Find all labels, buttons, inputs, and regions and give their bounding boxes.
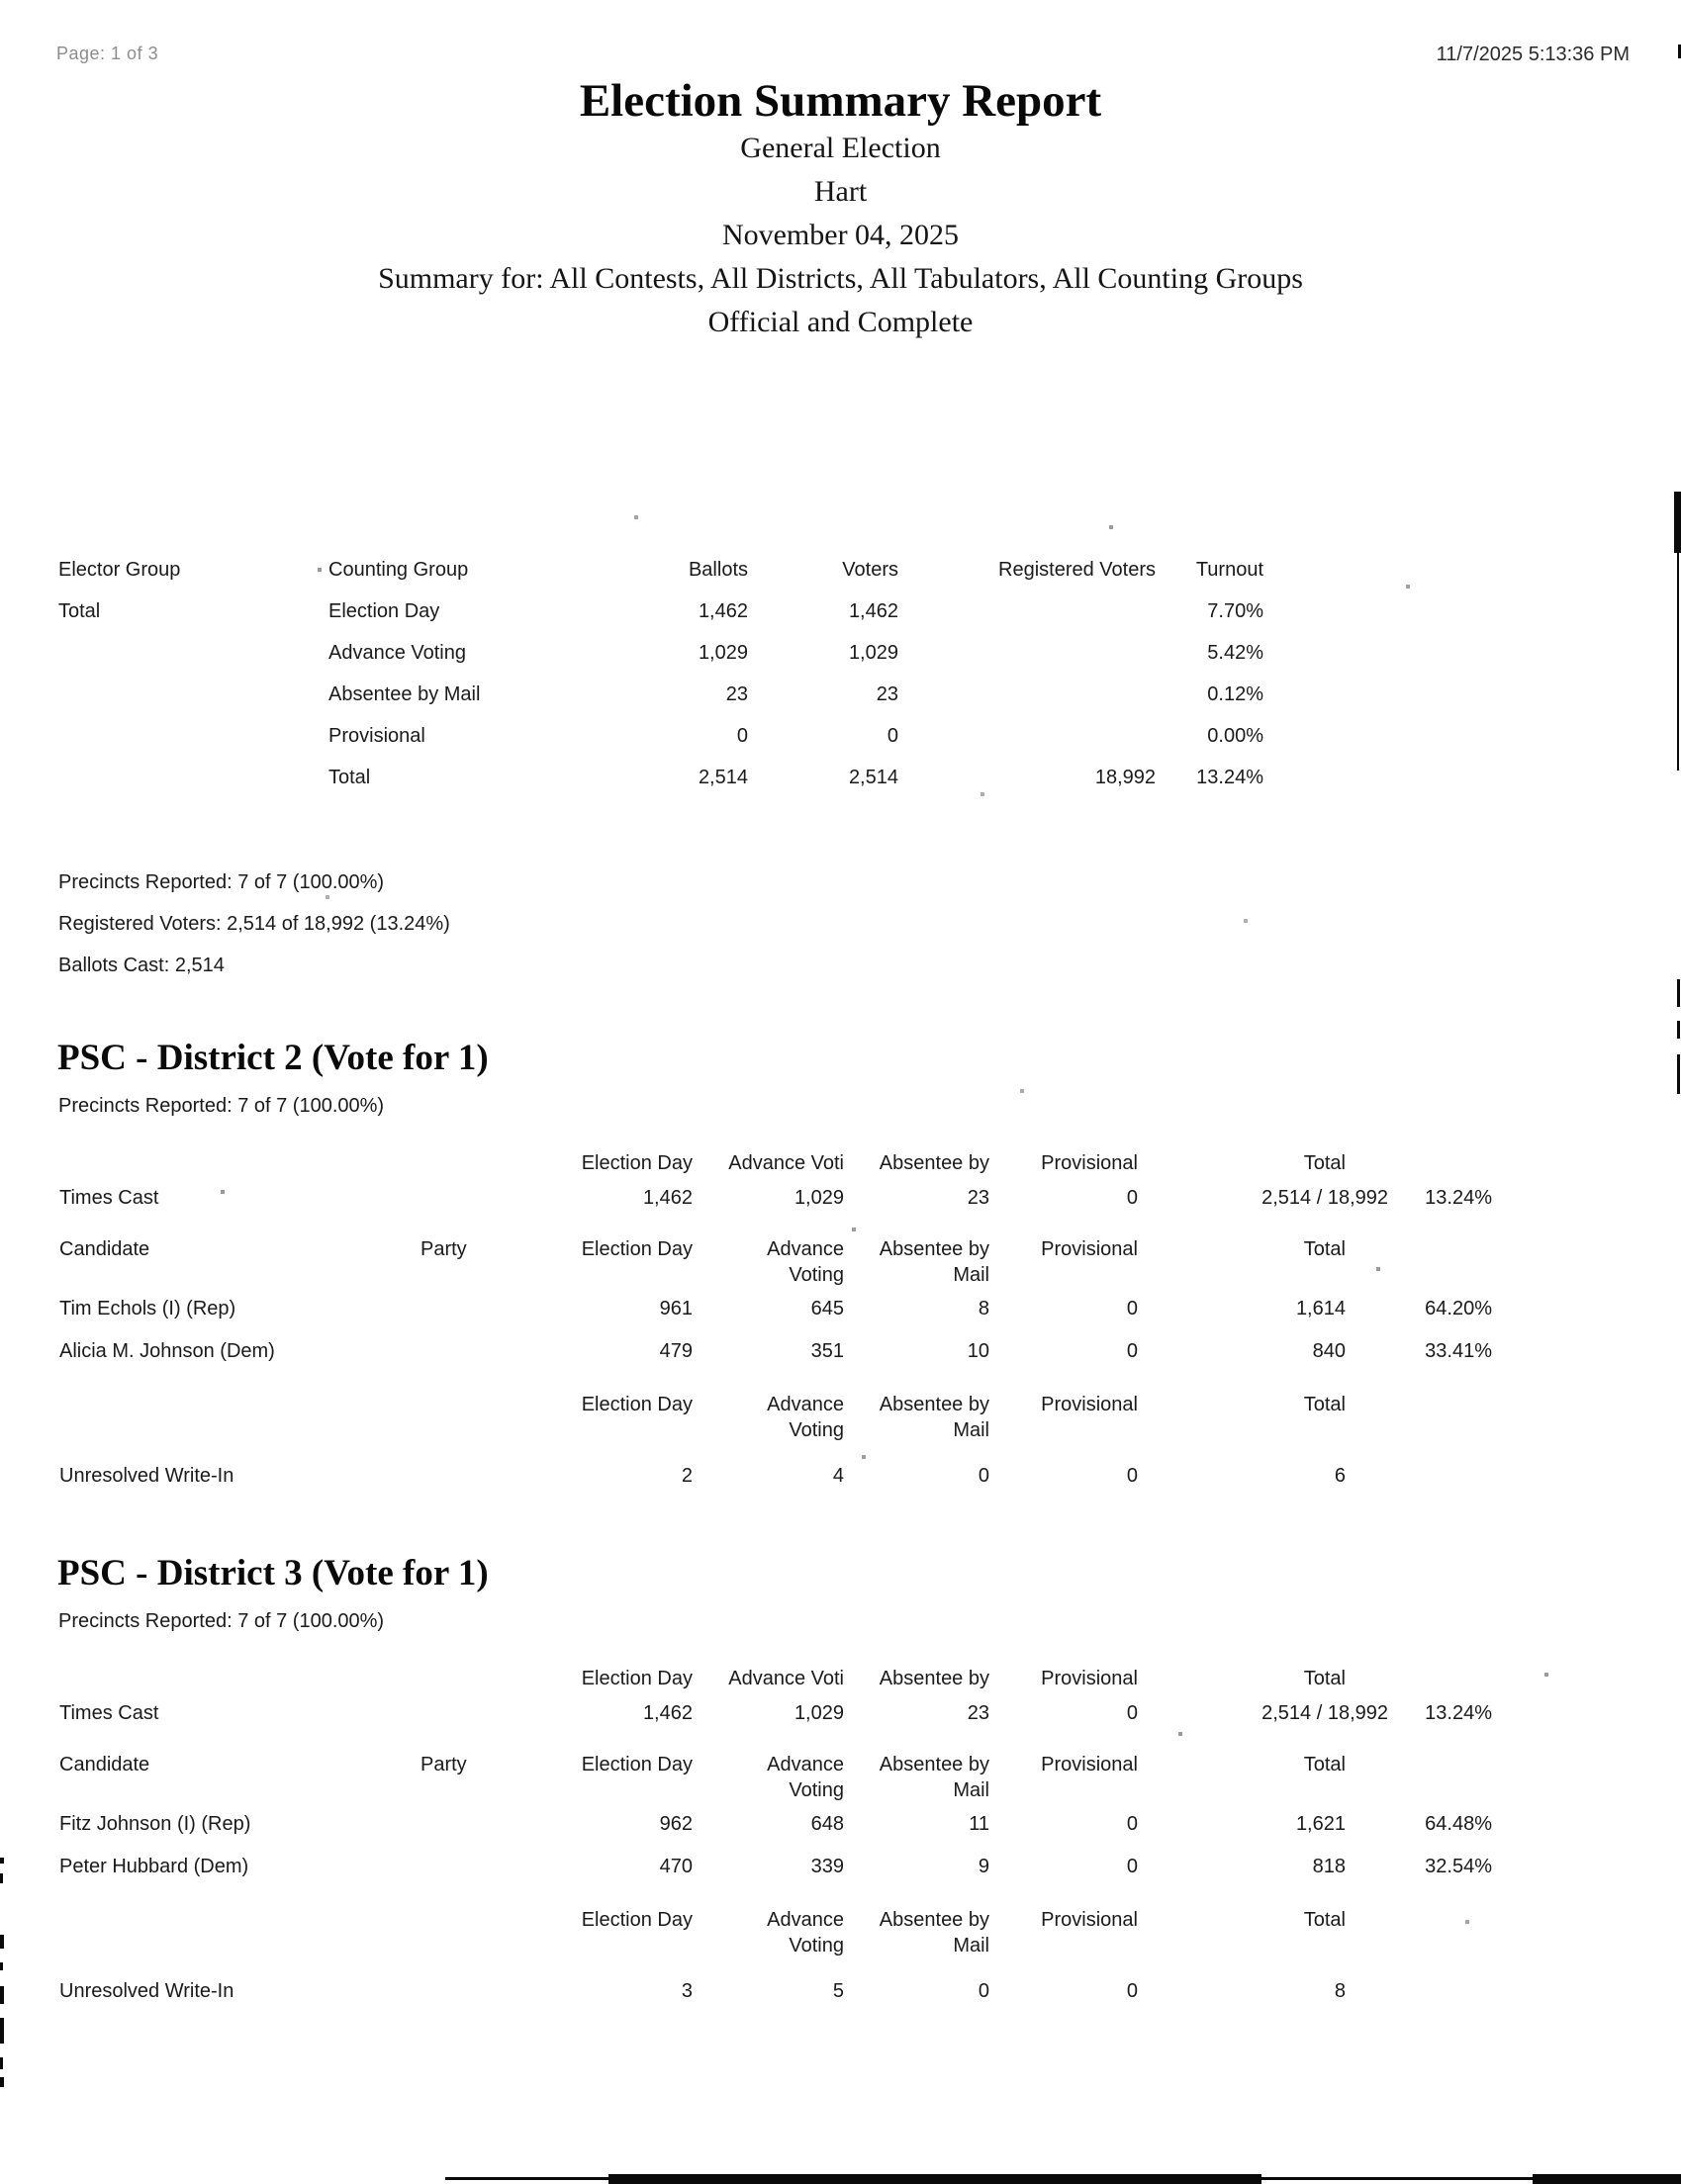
scan-artifact-left-edge bbox=[0, 2018, 4, 2044]
times-cast-total: 2,514 / 18,992 bbox=[1261, 1186, 1388, 1209]
col-advance-voting: Advance Voti bbox=[728, 1668, 844, 1689]
times-cast-label: Times Cast bbox=[59, 1186, 159, 1209]
votes-ed: 2 bbox=[681, 1465, 693, 1487]
votes-total: 1,614 bbox=[1295, 1298, 1346, 1320]
page-header bbox=[56, 44, 1630, 66]
counting-group-value: Election Day bbox=[328, 599, 440, 622]
elector-group-value: Total bbox=[58, 599, 101, 622]
scan-artifact-left-edge bbox=[0, 1858, 4, 1864]
scan-artifact-right-edge bbox=[1677, 979, 1680, 1007]
votes-ed: 962 bbox=[659, 1813, 693, 1835]
col-total: Total bbox=[1303, 1909, 1346, 1931]
votes-total: 840 bbox=[1312, 1340, 1346, 1362]
votes-pct: 64.20% bbox=[1425, 1298, 1492, 1320]
col-provisional: Provisional bbox=[1041, 1754, 1138, 1775]
votes-ab: 11 bbox=[969, 1813, 989, 1835]
candidate-row bbox=[59, 1288, 1681, 1330]
scan-artifact-left-edge bbox=[0, 1873, 3, 1883]
col-advance-voting: Advance Voting bbox=[767, 1238, 844, 1286]
turnout-value: 5.42% bbox=[1207, 641, 1263, 664]
votes-prov: 0 bbox=[1126, 1298, 1138, 1320]
times-cast-label: Times Cast bbox=[59, 1701, 159, 1724]
counting-group-value: Advance Voting bbox=[328, 641, 466, 664]
writein-label: Unresolved Write-In bbox=[59, 1465, 234, 1487]
votes-ab: 9 bbox=[978, 1856, 989, 1877]
col-party: Party bbox=[420, 1754, 467, 1775]
times-cast-ed: 1,462 bbox=[642, 1186, 693, 1209]
writein-row bbox=[59, 1970, 1681, 2013]
votes-pct: 33.41% bbox=[1425, 1340, 1492, 1362]
ballots-value: 1,029 bbox=[698, 641, 748, 664]
turnout-value: 0.12% bbox=[1207, 682, 1263, 705]
ballots-value: 0 bbox=[736, 724, 748, 747]
col-election-day: Election Day bbox=[581, 1238, 693, 1260]
contest-precincts: Precincts Reported: 7 of 7 (100.00%) bbox=[58, 1095, 385, 1117]
col-candidate: Candidate bbox=[59, 1238, 150, 1260]
votes-av: 4 bbox=[832, 1465, 844, 1487]
candidate-header-row bbox=[59, 1752, 1681, 1803]
scan-artifact-left-edge bbox=[0, 2077, 4, 2087]
times-cast-prov: 0 bbox=[1126, 1701, 1138, 1724]
candidate-name: Tim Echols (I) (Rep) bbox=[59, 1298, 236, 1320]
times-cast-pct: 13.24% bbox=[1425, 1186, 1492, 1209]
report-title: Election Summary Report bbox=[579, 75, 1102, 127]
report-status: Official and Complete bbox=[707, 306, 974, 338]
times-cast-pct: 13.24% bbox=[1425, 1701, 1492, 1724]
scan-artifact-bottom-bar bbox=[1533, 2174, 1681, 2184]
votes-prov: 0 bbox=[1126, 1465, 1138, 1487]
contest-tables bbox=[0, 1148, 1681, 1498]
election-summary-lines bbox=[58, 862, 1681, 986]
votes-ed: 470 bbox=[659, 1856, 693, 1877]
col-absentee: Absentee by bbox=[879, 1152, 989, 1174]
table-row bbox=[58, 674, 1681, 715]
table-row bbox=[58, 632, 1681, 674]
summary-scope: Summary for: All Contests, All Districts, All Tabulators, All Counting Groups bbox=[378, 262, 1303, 295]
scan-noise bbox=[0, 0, 2, 2]
times-cast-ab: 23 bbox=[967, 1701, 989, 1724]
col-total: Total bbox=[1303, 1394, 1346, 1415]
votes-ab: 0 bbox=[978, 1465, 989, 1487]
col-advance-voting: Advance Voting bbox=[767, 1909, 844, 1956]
counting-group-value: Absentee by Mail bbox=[328, 682, 481, 705]
votes-total: 818 bbox=[1312, 1856, 1346, 1877]
times-cast-header-row bbox=[59, 1664, 1681, 1693]
col-candidate: Candidate bbox=[59, 1754, 150, 1775]
counting-group-value: Total bbox=[328, 766, 371, 788]
times-cast-av: 1,029 bbox=[794, 1701, 844, 1724]
times-cast-header-row bbox=[59, 1148, 1681, 1178]
candidate-name: Peter Hubbard (Dem) bbox=[59, 1856, 249, 1877]
turnout-value: 0.00% bbox=[1207, 724, 1263, 747]
precincts-reported-line: Precincts Reported: 7 of 7 (100.00%) bbox=[58, 871, 385, 893]
col-absentee: Absentee by Mail bbox=[879, 1238, 989, 1286]
votes-av: 339 bbox=[810, 1856, 844, 1877]
writein-header-row bbox=[59, 1907, 1681, 1958]
contest-title: PSC - District 2 (Vote for 1) bbox=[57, 1038, 489, 1078]
col-counting-group: Counting Group bbox=[328, 558, 469, 581]
ballots-value: 23 bbox=[725, 682, 748, 705]
table-row bbox=[58, 591, 1681, 632]
col-provisional: Provisional bbox=[1041, 1394, 1138, 1415]
col-ballots: Ballots bbox=[688, 558, 748, 581]
ballots-cast-line: Ballots Cast: 2,514 bbox=[58, 955, 225, 976]
times-cast-row bbox=[59, 1693, 1681, 1733]
col-total: Total bbox=[1303, 1754, 1346, 1775]
votes-ab: 8 bbox=[978, 1298, 989, 1320]
col-advance-voting: Advance Voting bbox=[767, 1754, 844, 1801]
table-row-total bbox=[58, 757, 1681, 798]
jurisdiction-name: Hart bbox=[813, 175, 868, 208]
col-turnout: Turnout bbox=[1195, 558, 1263, 581]
contest-title: PSC - District 3 (Vote for 1) bbox=[57, 1553, 489, 1593]
votes-pct: 64.48% bbox=[1425, 1813, 1492, 1835]
col-election-day: Election Day bbox=[581, 1668, 693, 1689]
print-timestamp: 11/7/2025 5:13:36 PM bbox=[1436, 44, 1630, 65]
col-election-day: Election Day bbox=[581, 1909, 693, 1931]
ballots-value: 1,462 bbox=[698, 599, 748, 622]
votes-prov: 0 bbox=[1126, 1980, 1138, 2002]
election-type: General Election bbox=[740, 132, 941, 164]
writein-header-row bbox=[59, 1392, 1681, 1443]
voters-value: 0 bbox=[887, 724, 898, 747]
scan-artifact-left-edge bbox=[0, 2057, 3, 2069]
col-advance-voting: Advance Voti bbox=[728, 1152, 844, 1174]
contest-section-psc-district-2 bbox=[0, 1035, 1681, 1498]
votes-av: 351 bbox=[810, 1340, 844, 1362]
votes-pct: 32.54% bbox=[1425, 1856, 1492, 1877]
col-provisional: Provisional bbox=[1041, 1668, 1138, 1689]
votes-prov: 0 bbox=[1126, 1340, 1138, 1362]
turnout-header-row bbox=[58, 549, 1681, 591]
votes-total: 6 bbox=[1334, 1465, 1346, 1487]
col-elector-group: Elector Group bbox=[58, 558, 181, 581]
voters-value: 1,029 bbox=[848, 641, 898, 664]
votes-ed: 3 bbox=[681, 1980, 693, 2002]
col-total: Total bbox=[1303, 1238, 1346, 1260]
votes-prov: 0 bbox=[1126, 1813, 1138, 1835]
candidate-name: Fitz Johnson (I) (Rep) bbox=[59, 1813, 251, 1835]
candidate-row bbox=[59, 1330, 1681, 1373]
scan-artifact-right-edge bbox=[1677, 1021, 1680, 1039]
writein-row bbox=[59, 1455, 1681, 1498]
contest-tables bbox=[0, 1664, 1681, 2013]
candidate-row bbox=[59, 1803, 1681, 1846]
scan-artifact-left-edge bbox=[0, 1935, 4, 1949]
registered-voters-line: Registered Voters: 2,514 of 18,992 (13.24%) bbox=[58, 913, 450, 935]
votes-ab: 10 bbox=[967, 1340, 989, 1362]
col-voters: Voters bbox=[842, 558, 898, 581]
candidate-header-row bbox=[59, 1236, 1681, 1288]
col-absentee: Absentee by Mail bbox=[879, 1909, 989, 1956]
votes-av: 5 bbox=[832, 1980, 844, 2002]
col-absentee: Absentee by Mail bbox=[879, 1394, 989, 1441]
col-provisional: Provisional bbox=[1041, 1152, 1138, 1174]
scan-artifact-left-edge bbox=[0, 1962, 3, 1970]
col-provisional: Provisional bbox=[1041, 1909, 1138, 1931]
times-cast-prov: 0 bbox=[1126, 1186, 1138, 1209]
counting-group-value: Provisional bbox=[328, 724, 425, 747]
times-cast-ab: 23 bbox=[967, 1186, 989, 1209]
times-cast-row bbox=[59, 1178, 1681, 1218]
turnout-table bbox=[58, 549, 1681, 798]
col-party: Party bbox=[420, 1238, 467, 1260]
votes-ed: 479 bbox=[659, 1340, 693, 1362]
scan-artifact-right-edge bbox=[1677, 1054, 1680, 1094]
col-election-day: Election Day bbox=[581, 1754, 693, 1775]
col-absentee: Absentee by Mail bbox=[879, 1754, 989, 1801]
scan-artifact-right-edge bbox=[1674, 492, 1681, 553]
col-advance-voting: Advance Voting bbox=[767, 1394, 844, 1441]
times-cast-ed: 1,462 bbox=[642, 1701, 693, 1724]
votes-ed: 961 bbox=[659, 1298, 693, 1320]
page-number: Page: 1 of 3 bbox=[56, 44, 159, 63]
times-cast-av: 1,029 bbox=[794, 1186, 844, 1209]
voters-value: 1,462 bbox=[848, 599, 898, 622]
col-total: Total bbox=[1303, 1668, 1346, 1689]
scan-artifact-left-edge bbox=[0, 1986, 4, 2004]
scan-artifact-bottom-bar bbox=[608, 2174, 1261, 2184]
candidate-row bbox=[59, 1846, 1681, 1888]
writein-label: Unresolved Write-In bbox=[59, 1980, 234, 2002]
registered-value: 18,992 bbox=[1094, 766, 1156, 788]
ballots-value: 2,514 bbox=[698, 766, 748, 788]
col-election-day: Election Day bbox=[581, 1152, 693, 1174]
table-row bbox=[58, 715, 1681, 757]
col-election-day: Election Day bbox=[581, 1394, 693, 1415]
col-absentee: Absentee by bbox=[879, 1668, 989, 1689]
votes-av: 645 bbox=[810, 1298, 844, 1320]
votes-av: 648 bbox=[810, 1813, 844, 1835]
election-date: November 04, 2025 bbox=[721, 219, 960, 251]
scan-artifact-right-edge bbox=[1677, 553, 1679, 771]
col-total: Total bbox=[1303, 1152, 1346, 1174]
contest-precincts: Precincts Reported: 7 of 7 (100.00%) bbox=[58, 1610, 385, 1632]
voters-value: 2,514 bbox=[848, 766, 898, 788]
col-provisional: Provisional bbox=[1041, 1238, 1138, 1260]
contest-section-psc-district-3 bbox=[0, 1550, 1681, 2013]
votes-prov: 0 bbox=[1126, 1856, 1138, 1877]
votes-total: 1,621 bbox=[1295, 1813, 1346, 1835]
voters-value: 23 bbox=[876, 682, 898, 705]
turnout-value: 7.70% bbox=[1207, 599, 1263, 622]
times-cast-total: 2,514 / 18,992 bbox=[1261, 1701, 1388, 1724]
turnout-value: 13.24% bbox=[1196, 766, 1263, 788]
votes-ab: 0 bbox=[978, 1980, 989, 2002]
candidate-name: Alicia M. Johnson (Dem) bbox=[59, 1340, 275, 1362]
votes-total: 8 bbox=[1334, 1980, 1346, 2002]
col-registered-voters: Registered Voters bbox=[998, 558, 1156, 581]
